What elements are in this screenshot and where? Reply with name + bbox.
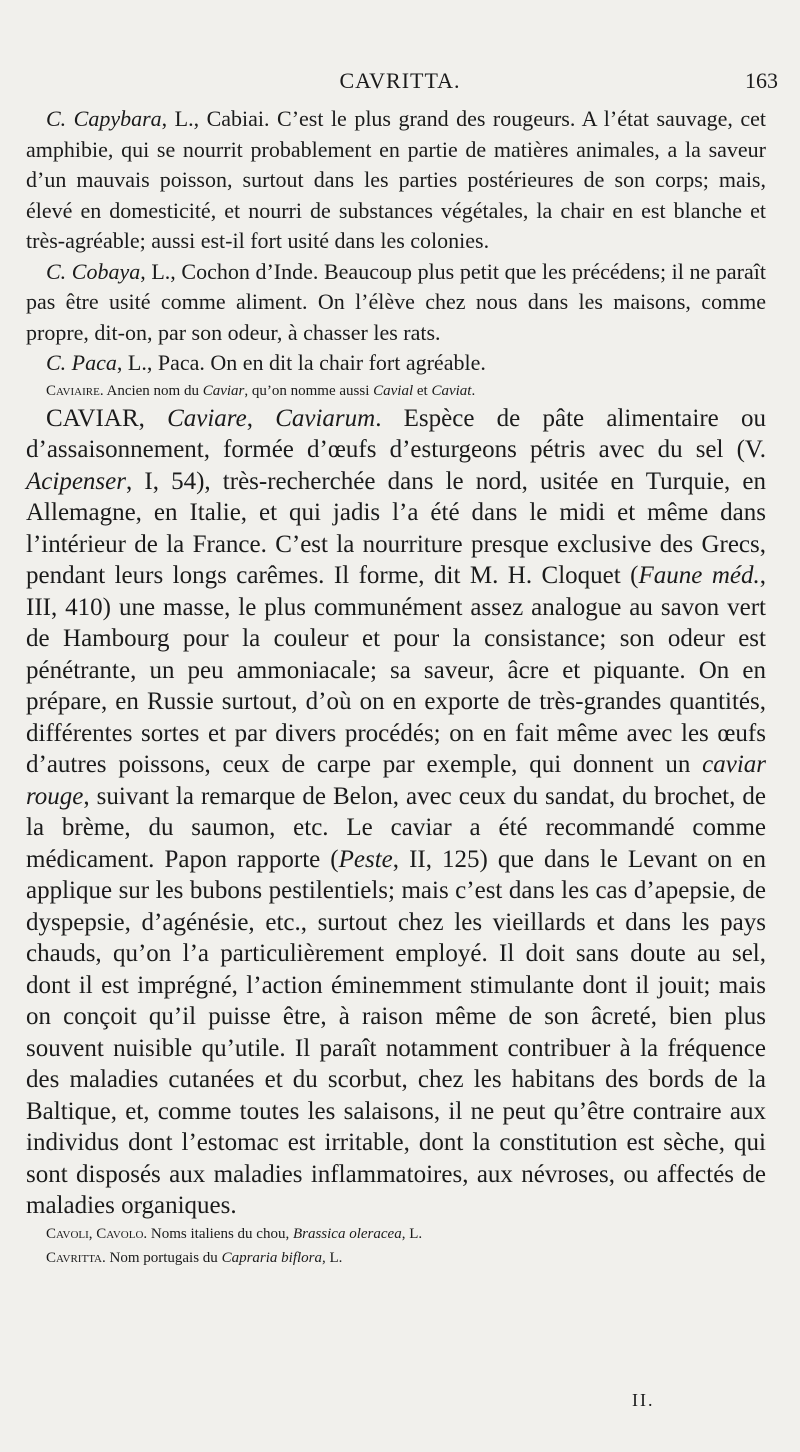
page-text <box>26 104 766 1270</box>
capybara-text: , L., Cabiai. C’est le plus grand des rougeurs. A l’état sauvage, cet amphibie, qui se nourrit probablement en partie de matières animales, a la saveur d’un mauvais poisson, surtout dans les parties postérieures de son corps; mais, élevé en domesticité, et nourri de substances végétales, la chair en est blanche et très-agréable; aussi est-il fort usité dans les colonies. <box>26 106 766 253</box>
caviar-text-5: , III, 410) une masse, le plus communément assez analogue au savon vert de Hambourg pour la couleur et pour la consistance; son odeur est pénétrante, un peu ammoniacale; sa saveur, âcre et piquante. On en prépare, en Russie surtout, d’où on en exporte de très-grandes quantités, différentes sortes et par divers procédés; on en fait même avec les œufs d’autres poissons, ceux de carpe par exemple, qui donnent un <box>26 562 766 778</box>
signature-mark: II. <box>632 1390 655 1410</box>
paca-term: C. Paca <box>46 350 117 375</box>
capybara-term: C. Capybara <box>46 106 162 131</box>
caviaire-text-1: . Ancien nom du <box>99 382 203 399</box>
page-number: 163 <box>745 68 778 93</box>
caviar-italic-6: Peste <box>338 845 393 873</box>
cavoli-italic: Brassica oleracea <box>292 1225 402 1242</box>
caviar-text-2: , <box>246 404 276 432</box>
entry-cavritta <box>26 1246 766 1270</box>
caviaire-text-3: et <box>413 382 432 399</box>
caviar-term: CAVIAR <box>46 404 139 432</box>
caviar-text-7: , II, 125) que dans le Levant on en applique sur les bubons pestilentiels; mais c’est dans les cas d’apepsie, de dyspepsie, d’agénésie, etc., surtout chez les vieillards et dans les pays chauds, qu’on l’a particulièrement employé. Il doit sans doute au sel, dont il est imprégné, l’action éminemment stimulante dont il jouit; mais on conçoit qu’il puisse être, à raison même de son âcreté, bien plus souvent nuisible qu’utile. Il paraît notamment contribuer à la fréquence des maladies cutanées et du scorbut, chez les habitans des bords de la Baltique, et, comme toutes les salaisons, il ne peut qu’être contraire aux individus dont l’estomac est irritable, dont la constitution est sèche, qui sont disposés aux maladies inflammatoires, aux névroses, ou affectés de maladies organiques. <box>26 845 766 1219</box>
entry-caviar <box>26 403 766 1222</box>
caviaire-italic-2: Cavial <box>373 382 414 399</box>
cavritta-italic: Capraria biflora <box>221 1249 322 1266</box>
cavritta-text-2: , L. <box>322 1249 343 1266</box>
cavoli-text-2: , L. <box>401 1225 423 1242</box>
cobaya-term: C. Cobaya <box>46 258 141 284</box>
caviar-italic-1: Caviare <box>167 404 247 432</box>
caviar-text-1: , <box>138 404 168 432</box>
caviar-italic-4: Faune méd. <box>638 562 760 589</box>
entry-paca <box>26 348 766 379</box>
cavritta-text: . Nom portugais du <box>101 1249 222 1266</box>
caviar-italic-3: Acipenser <box>26 467 126 495</box>
paca-text: , L., Paca. On en dit la chair fort agréable. <box>116 350 486 375</box>
caviaire-italic-3: Caviat <box>431 382 472 399</box>
cavoli-text: . Noms italiens du chou, <box>143 1225 293 1242</box>
caviar-text-6: , suivant la remarque de Belon, avec ceux du sandat, du brochet, de la brème, du saumon, etc. Le caviar a été recommandé comme médicament. Papon rapporte ( <box>26 782 766 873</box>
caviar-text-4: , I, 54), très-recherchée dans le nord, usitée en Turquie, en Allemagne, en Italie, et qui jadis l’a été dans le midi et même dans l’intérieur de la France. C’est la nourriture presque exclusive des Grecs, pendant leurs longs carêmes. Il forme, dit M. H. Cloquet ( <box>26 467 766 589</box>
entry-cobaya <box>26 257 766 349</box>
caviaire-text-4: . <box>471 382 476 399</box>
caviaire-term: Caviaire <box>46 382 100 399</box>
page-header <box>0 68 800 98</box>
caviar-text-3: . Espèce de pâte alimentaire ou d’assaisonnement, formée d’œufs d’esturgeons pétris avec du sel (V. <box>26 404 766 463</box>
caviaire-italic-1: Caviar <box>202 382 245 399</box>
entry-caviaire <box>26 379 766 403</box>
caviar-italic-5: caviar rouge <box>26 751 766 810</box>
entry-capybara <box>26 104 766 257</box>
running-title: CAVRITTA. <box>339 68 461 93</box>
cavoli-term: Cavoli, Cavolo <box>46 1225 144 1242</box>
caviar-italic-2: Caviarum <box>275 404 376 432</box>
cavritta-term: Cavritta <box>46 1249 102 1266</box>
caviaire-text-2: , qu’on nomme aussi <box>244 382 374 399</box>
entry-cavoli <box>26 1222 766 1246</box>
cobaya-text: , L., Cochon d’Inde. Beaucoup plus petit que les précédens; il ne paraît pas être usité comme aliment. On l’élève chez nous dans les maisons, comme propre, dit-on, par son odeur, à chasser les rats. <box>26 258 766 345</box>
